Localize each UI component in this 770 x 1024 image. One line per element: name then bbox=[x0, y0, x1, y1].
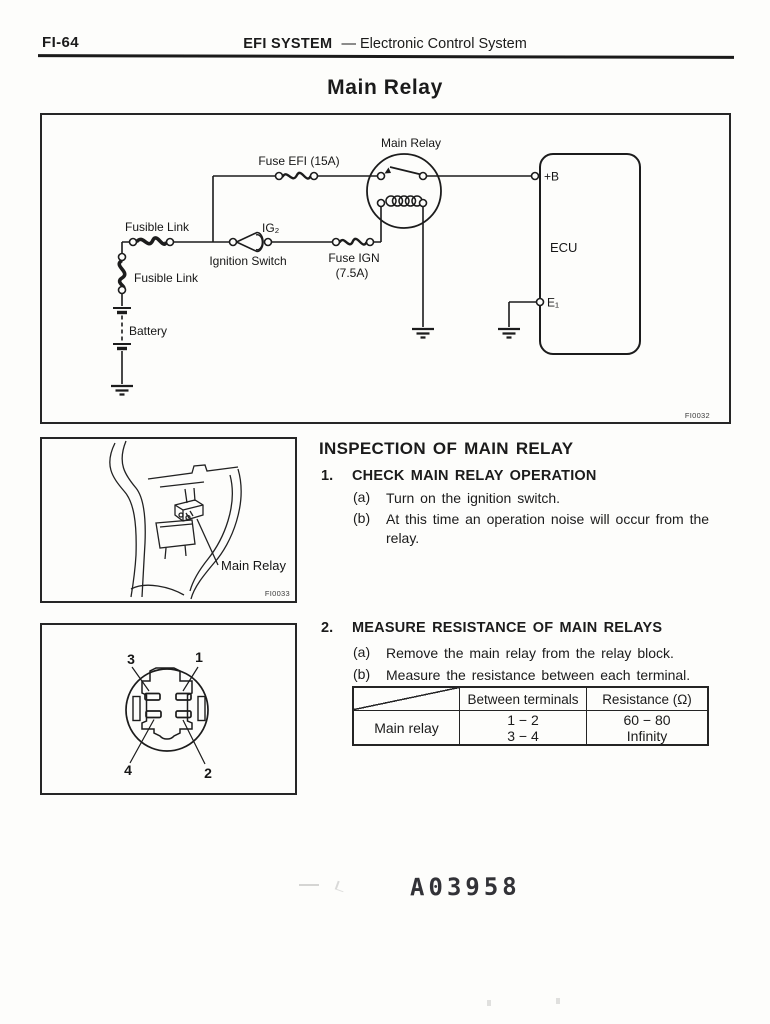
pin-label-4: 4 bbox=[124, 762, 132, 778]
step-2b-label: (b) bbox=[353, 666, 371, 682]
resistance-table bbox=[352, 686, 709, 746]
step-1-title: CHECK MAIN RELAY OPERATION bbox=[352, 468, 597, 484]
fusible-link-top-label: Fusible Link bbox=[125, 220, 190, 234]
main-relay-label: Main Relay bbox=[380, 136, 442, 150]
inspection-heading: INSPECTION OF MAIN RELAY bbox=[319, 439, 574, 458]
relay-drawing bbox=[175, 500, 203, 521]
ignition-switch-label: Ignition Switch bbox=[209, 254, 287, 268]
car-interior-drawing bbox=[110, 441, 241, 599]
step-1a-text: Turn on the ignition switch. bbox=[386, 490, 561, 506]
header-system-title: EFI SYSTEM bbox=[243, 36, 333, 52]
table-cell-terminals bbox=[459, 710, 586, 744]
step-2b-text: Measure the resistance between each terminal. bbox=[386, 667, 691, 683]
fuse-ign-symbol bbox=[340, 239, 367, 245]
fuse-efi-label: Fuse EFI (15A) bbox=[258, 154, 340, 168]
leader-line bbox=[197, 519, 218, 565]
resistance-value-2: Infinity bbox=[626, 727, 668, 744]
main-relay-symbol bbox=[367, 154, 441, 228]
terminal-e1-label: E₁ bbox=[547, 295, 560, 310]
terminals-pair-1: 1 − 2 bbox=[507, 711, 539, 728]
document-stamp: A03958 bbox=[409, 872, 521, 902]
header-section-title: — Electronic Control System bbox=[341, 36, 527, 52]
relay-location-svg bbox=[42, 439, 295, 601]
step-2a-text: Remove the main relay from the relay block. bbox=[386, 645, 674, 661]
step-1-number: 1. bbox=[321, 468, 334, 484]
fusible-link-side-label: Fusible Link bbox=[134, 271, 199, 285]
scan-speck bbox=[487, 1000, 491, 1006]
step-1b-text: At this time an operation noise will occur from the relay. bbox=[386, 511, 710, 546]
terminal-b-label: +B bbox=[544, 169, 560, 184]
table-header-resistance: Resistance (Ω) bbox=[586, 688, 707, 710]
relay-location-figure bbox=[40, 437, 297, 603]
table-corner-cell bbox=[354, 688, 459, 710]
connector-pin-svg bbox=[42, 625, 295, 793]
scan-smudge bbox=[299, 884, 319, 886]
step-2-number: 2. bbox=[321, 620, 334, 636]
ground-symbol-relay bbox=[412, 329, 434, 338]
pin-label-1: 1 bbox=[195, 649, 203, 665]
relay-block-drawing bbox=[156, 520, 195, 559]
fuse-ign-rating-label: (7.5A) bbox=[335, 266, 369, 280]
connector-terminal-slots bbox=[145, 694, 191, 718]
table-cell-resistance bbox=[586, 710, 707, 744]
page-header bbox=[120, 36, 650, 52]
pin-label-3: 3 bbox=[127, 651, 135, 667]
pin-label-2: 2 bbox=[204, 765, 212, 781]
circuit-diagram-svg bbox=[42, 115, 729, 422]
terminals-pair-2: 3 − 4 bbox=[507, 727, 539, 744]
step-2-title: MEASURE RESISTANCE OF MAIN RELAYS bbox=[352, 620, 663, 636]
resistance-value-1: 60 − 80 bbox=[623, 711, 671, 728]
ig2-label: IG₂ bbox=[262, 221, 280, 235]
ecu-label: ECU bbox=[550, 240, 578, 255]
circuit-diagram-figure bbox=[40, 113, 731, 424]
step-2a-label: (a) bbox=[353, 644, 371, 660]
table-row-label: Main relay bbox=[354, 710, 459, 744]
battery-label: Battery bbox=[129, 324, 168, 338]
ignition-switch-symbol bbox=[237, 233, 264, 252]
terminal-circles bbox=[119, 173, 544, 306]
relay-location-label: Main Relay bbox=[221, 558, 287, 573]
figure-code-circuit: FI0032 bbox=[684, 411, 710, 420]
fusible-link-symbol-top bbox=[137, 238, 167, 244]
fusible-link-symbol-side bbox=[119, 261, 124, 291]
header-rule bbox=[38, 54, 734, 59]
figure-code-location: FI0033 bbox=[264, 589, 290, 598]
scan-speck bbox=[556, 998, 560, 1004]
fuse-ign-label: Fuse IGN bbox=[328, 251, 380, 265]
table-header-terminals: Between terminals bbox=[459, 688, 586, 710]
step-1a-label: (a) bbox=[353, 489, 371, 505]
ground-symbol-ecu bbox=[498, 329, 520, 338]
page-number: FI-64 bbox=[42, 34, 80, 51]
scan-smudge bbox=[335, 881, 347, 893]
step-1b-label: (b) bbox=[353, 510, 371, 526]
relay-coil bbox=[386, 196, 422, 206]
connector-pin-figure bbox=[40, 623, 297, 795]
page-title: Main Relay bbox=[327, 76, 443, 99]
ground-symbol-battery bbox=[111, 386, 133, 395]
fuse-efi-symbol bbox=[283, 173, 311, 179]
